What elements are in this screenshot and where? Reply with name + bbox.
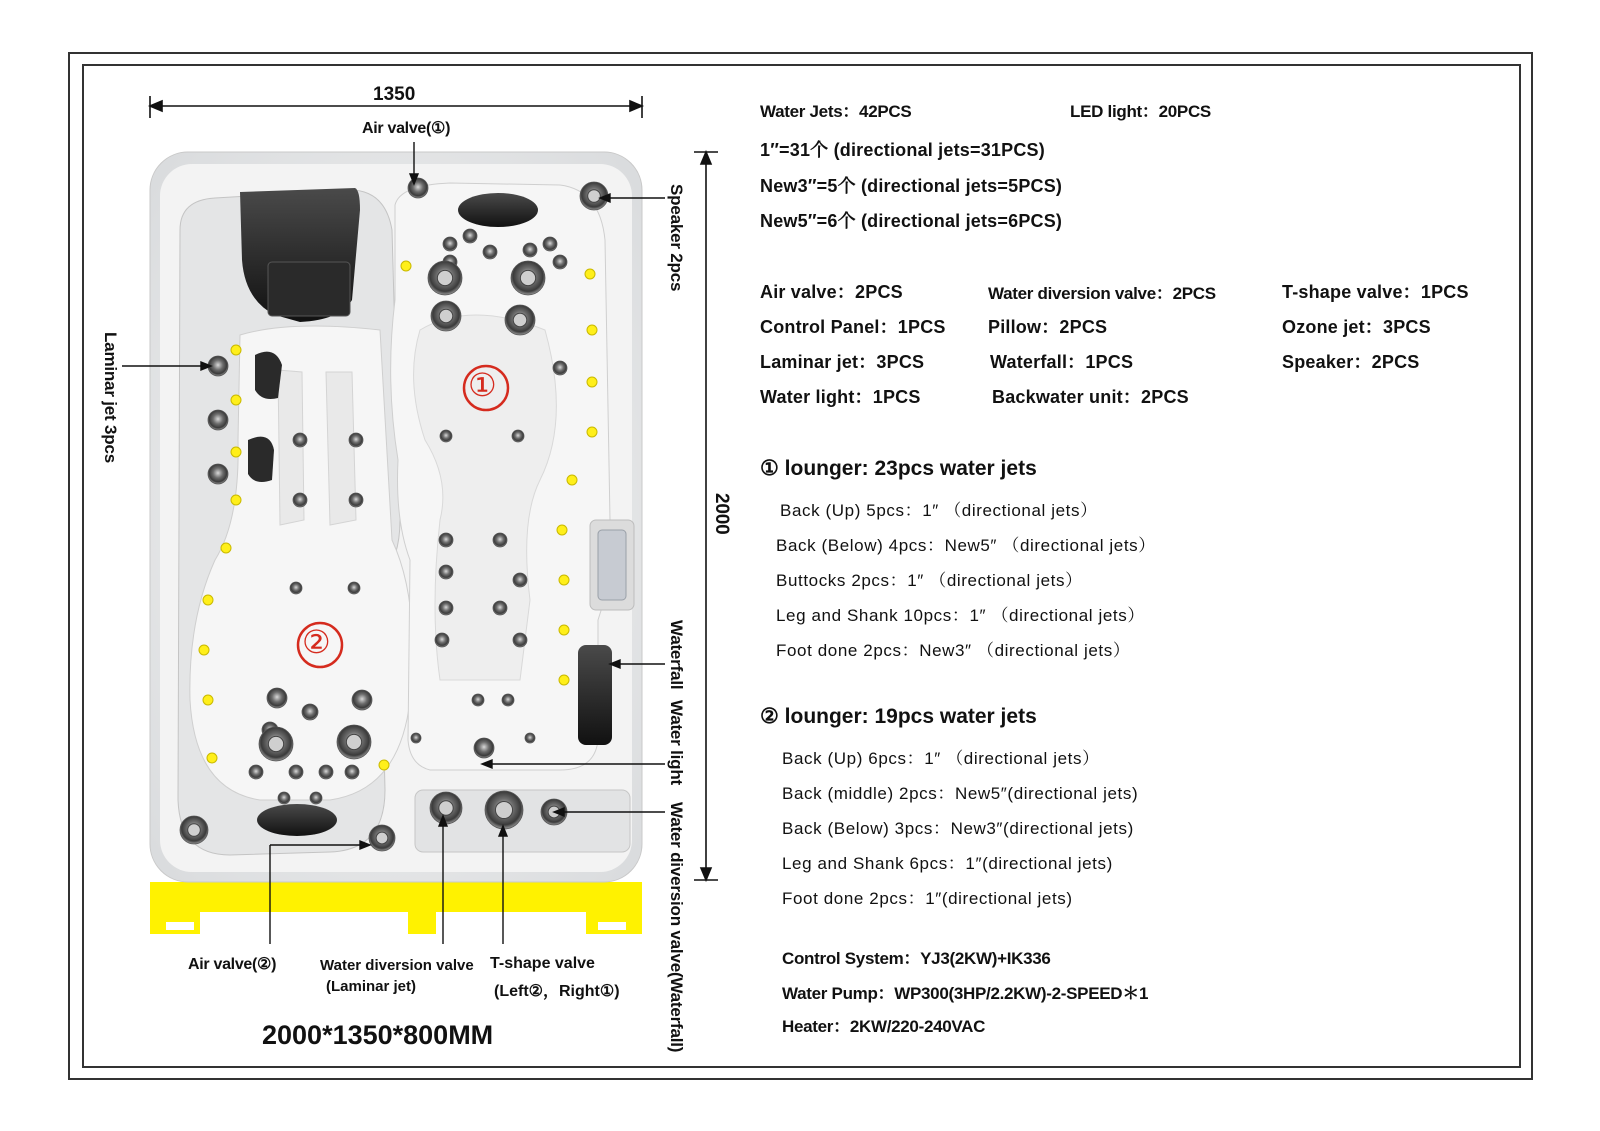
- water-jet: [348, 582, 360, 594]
- jet-nozzle: [513, 313, 527, 327]
- control-system: Control System：YJ3(2KW)+IK336: [782, 949, 1051, 968]
- spec-tshape-valve: T-shape valve：1PCS: [1282, 282, 1469, 302]
- led-light: [231, 495, 241, 505]
- jet-size-new5: New5″=6个 (directional jets=6PCS): [760, 211, 1063, 231]
- led-light: [559, 625, 569, 635]
- spec-speaker: Speaker：2PCS: [1282, 352, 1420, 372]
- water-jet: [435, 633, 449, 647]
- width-dimension: 1350: [373, 84, 416, 105]
- water-jet: [289, 765, 303, 779]
- pillow-bottom: [257, 804, 337, 836]
- lounger-2-item: Back (Below) 3pcs：New3″(directional jets): [782, 819, 1134, 838]
- water-jet: [352, 690, 372, 710]
- water-jet: [278, 792, 290, 804]
- jet-nozzle: [439, 801, 453, 815]
- jet-nozzle: [346, 734, 361, 749]
- jet-size-new3: New3″=5个 (directional jets=5PCS): [760, 176, 1063, 196]
- water-jet: [208, 410, 228, 430]
- jet-nozzle: [495, 801, 512, 818]
- tshape-valve-sub: (Left②，Right①): [494, 983, 620, 1000]
- lounger-1-item: Foot done 2pcs：New3″ （directional jets）: [776, 641, 1131, 660]
- overall-size: 2000*1350*800MM: [262, 1020, 494, 1050]
- waterfall-label: Waterfall: [667, 620, 686, 690]
- lounger-1-item: Buttocks 2pcs：1″ （directional jets）: [776, 571, 1083, 590]
- jet-nozzle: [588, 190, 601, 203]
- lounger-2-item: Leg and Shank 6pcs：1″(directional jets): [782, 854, 1113, 873]
- speaker-label: Speaker 2pcs: [667, 184, 686, 292]
- laminar-jet-label: Laminar jet 3pcs: [101, 332, 120, 463]
- jet-nozzle: [268, 736, 283, 751]
- spec-backwater-unit: Backwater unit：2PCS: [992, 387, 1189, 407]
- led-light: [587, 427, 597, 437]
- led-light: [585, 269, 595, 279]
- water-jet: [310, 792, 322, 804]
- led-light: [559, 575, 569, 585]
- water-jet: [483, 245, 497, 259]
- water-diversion-waterfall-label: Water diversion valve(Waterfall): [667, 802, 686, 1053]
- water-jet: [439, 565, 453, 579]
- water-jet: [408, 178, 428, 198]
- water-jet: [319, 765, 333, 779]
- water-jet: [513, 633, 527, 647]
- lounger-1-item: Back (Up) 5pcs：1″ （directional jets）: [780, 501, 1098, 520]
- water-jet: [543, 237, 557, 251]
- led-light: [401, 261, 411, 271]
- led-light: [231, 447, 241, 457]
- water-jet: [512, 430, 524, 442]
- lounger-1-number: ①: [468, 367, 497, 403]
- water-jet: [513, 573, 527, 587]
- water-jet: [474, 738, 494, 758]
- spec-control-panel: Control Panel：1PCS: [760, 317, 946, 337]
- jet-nozzle: [188, 824, 201, 837]
- lounger-2-item: Foot done 2pcs：1″(directional jets): [782, 889, 1073, 908]
- led-light: [199, 645, 209, 655]
- water-jet: [302, 704, 318, 720]
- pillow-right: [458, 193, 538, 227]
- water-diversion-laminar-sub: (Laminar jet): [326, 978, 417, 995]
- led-light-total: LED light：20PCS: [1070, 102, 1211, 121]
- led-light: [203, 595, 213, 605]
- spec-ozone-jet: Ozone jet：3PCS: [1282, 317, 1431, 337]
- heater: Heater：2KW/220-240VAC: [782, 1017, 986, 1036]
- lounger-1-item: Leg and Shank 10pcs：1″ （directional jets）: [776, 606, 1145, 625]
- water-jet: [439, 601, 453, 615]
- jet-nozzle: [376, 832, 388, 844]
- spec-water-light: Water light：1PCS: [760, 387, 921, 407]
- tshape-valve-label: T-shape valve: [490, 955, 595, 972]
- pillow-left: [240, 188, 360, 322]
- spec-air-valve: Air valve：2PCS: [760, 282, 903, 302]
- led-light: [221, 543, 231, 553]
- spec-pillow: Pillow：2PCS: [988, 317, 1108, 337]
- water-jet: [472, 694, 484, 706]
- spec-waterfall: Waterfall：1PCS: [990, 352, 1134, 372]
- led-light: [231, 395, 241, 405]
- water-jet: [553, 255, 567, 269]
- lounger-1-heading: ① lounger: 23pcs water jets: [760, 457, 1037, 480]
- waterfall-unit: [578, 645, 612, 745]
- spec-laminar-jet: Laminar jet：3PCS: [760, 352, 925, 372]
- air-valve-1-label: Air valve(①): [362, 120, 451, 137]
- water-jet: [349, 433, 363, 447]
- water-jet: [267, 688, 287, 708]
- led-light: [587, 377, 597, 387]
- lounger-1-item: Back (Below) 4pcs：New5″ （directional jets）: [776, 536, 1156, 555]
- lounger-2-number: ②: [302, 624, 331, 660]
- water-jet: [523, 243, 537, 257]
- jet-size-1: 1″=31个 (directional jets=31PCS): [760, 140, 1045, 160]
- base-skirt: [150, 882, 642, 934]
- led-light: [379, 760, 389, 770]
- water-jet: [493, 601, 507, 615]
- water-jet: [443, 237, 457, 251]
- water-jet: [440, 430, 452, 442]
- led-light: [231, 345, 241, 355]
- depth-dimension: 2000: [711, 493, 732, 535]
- water-jet: [249, 765, 263, 779]
- led-light: [207, 753, 217, 763]
- water-jet: [411, 733, 421, 743]
- water-jets-total: Water Jets：42PCS: [760, 102, 912, 121]
- water-jet: [290, 582, 302, 594]
- water-jet: [525, 733, 535, 743]
- led-light: [587, 325, 597, 335]
- water-jet: [493, 533, 507, 547]
- water-jet: [502, 694, 514, 706]
- water-jet: [349, 493, 363, 507]
- jet-nozzle: [439, 309, 453, 323]
- water-jet: [439, 533, 453, 547]
- water-jet: [293, 493, 307, 507]
- water-diversion-laminar-label: Water diversion valve: [320, 957, 474, 974]
- air-valve-2-label: Air valve(②): [188, 956, 277, 973]
- jet-nozzle: [520, 270, 535, 285]
- led-light: [203, 695, 213, 705]
- led-light: [559, 675, 569, 685]
- lounger-2-item: Back (Up) 6pcs：1″ （directional jets）: [782, 749, 1100, 768]
- water-pump: Water Pump：WP300(3HP/2.2KW)-2-SPEED＊1: [782, 984, 1149, 1003]
- lounger-2-heading: ② lounger: 19pcs water jets: [760, 705, 1037, 728]
- water-light-label: Water light: [667, 700, 686, 785]
- led-light: [567, 475, 577, 485]
- water-jet: [208, 464, 228, 484]
- water-jet: [345, 765, 359, 779]
- water-jet: [463, 229, 477, 243]
- spec-water-diversion-valve: Water diversion valve：2PCS: [988, 284, 1216, 303]
- water-jet: [553, 361, 567, 375]
- water-jet: [293, 433, 307, 447]
- jet-nozzle: [437, 270, 452, 285]
- lounger-2-item: Back (middle) 2pcs：New5″(directional jets): [782, 784, 1139, 803]
- led-light: [557, 525, 567, 535]
